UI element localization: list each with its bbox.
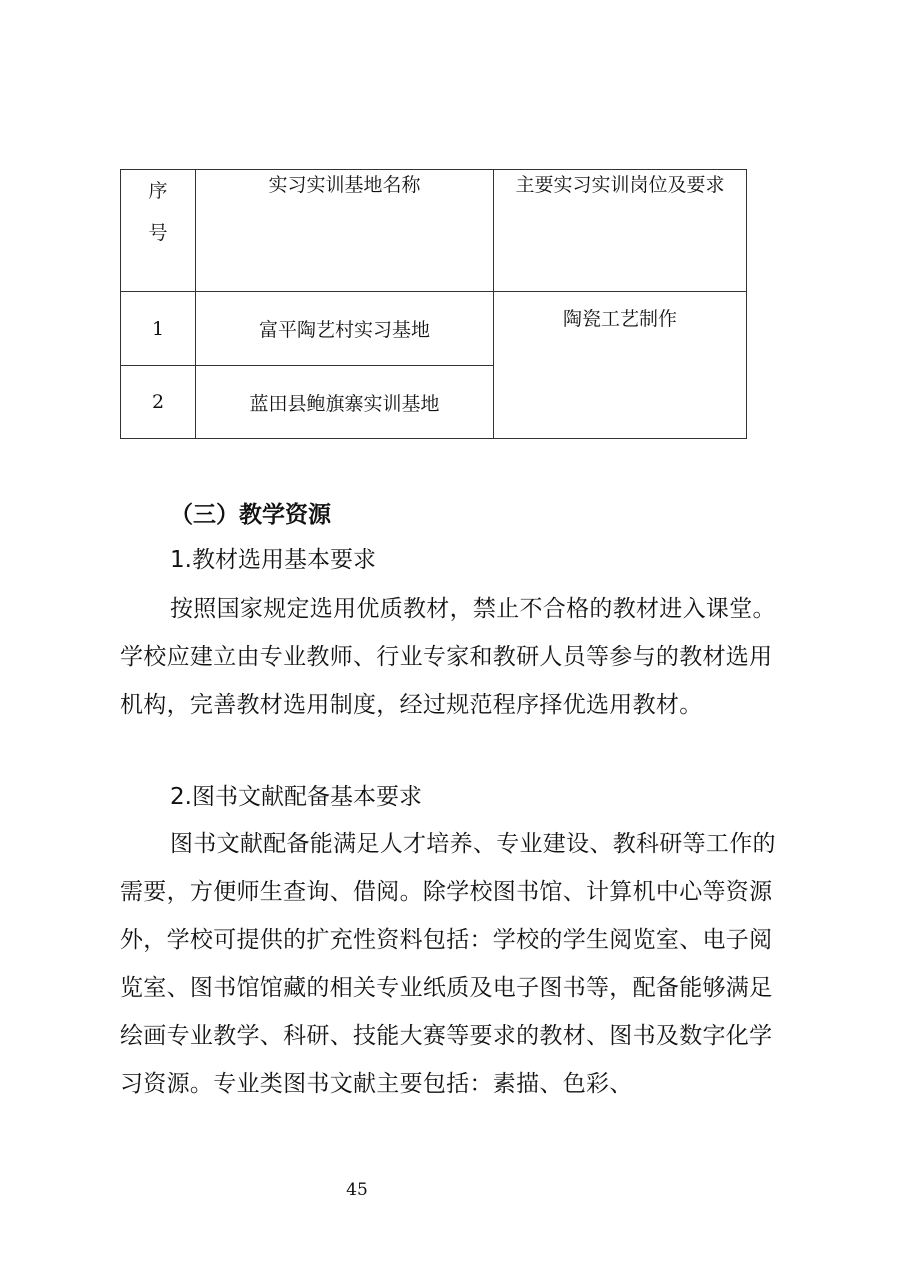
textbook-paragraph: 按照国家规定选用优质教材，禁止不合格的教材进入课堂。学校应建立由专业教师、行业专家和教研人员等参与的教材选用机构，完善教材选用制度，经过规范程序择优选用教材。: [120, 596, 776, 718]
table-row: [121, 292, 747, 366]
section-title: （三）教学资源: [170, 502, 331, 528]
row-name: 蓝田县鲍旗寨实训基地: [196, 366, 494, 439]
table-header-row: [121, 170, 747, 292]
merged-position-cell: 陶瓷工艺制作: [494, 292, 747, 439]
subsection-title-textbooks: 1.教材选用基本要求: [170, 547, 376, 573]
row-seq: 1: [121, 292, 196, 366]
library-paragraph-block: [120, 820, 780, 1108]
row-seq: 2: [121, 366, 196, 439]
header-seq-line2: 号: [148, 222, 168, 244]
internship-base-table: [120, 169, 747, 439]
internship-base-table-wrapper: [120, 169, 746, 439]
subsection-title-library: 2.图书文献配备基本要求: [170, 784, 422, 810]
header-positions: 主要实习实训岗位及要求: [494, 170, 747, 292]
page-number: 45: [346, 1180, 368, 1200]
textbook-paragraph-block: [120, 585, 780, 729]
header-name: 实习实训基地名称: [196, 170, 494, 292]
header-seq: [121, 170, 196, 292]
row-name: 富平陶艺村实习基地: [196, 292, 494, 366]
header-seq-line1: 序: [148, 180, 168, 202]
library-paragraph: 图书文献配备能满足人才培养、专业建设、教科研等工作的需要，方便师生查询、借阅。除学校图书馆、计算机中心等资源外，学校可提供的扩充性资料包括：学校的学生阅览室、电子阅览室、图书馆馆藏的相关专业纸质及电子图书等，配备能够满足绘画专业教学、科研、技能大赛等要求的教材、图书及数字化学习资源。专业类图书文献主要包括：素描、色彩、: [120, 831, 776, 1097]
